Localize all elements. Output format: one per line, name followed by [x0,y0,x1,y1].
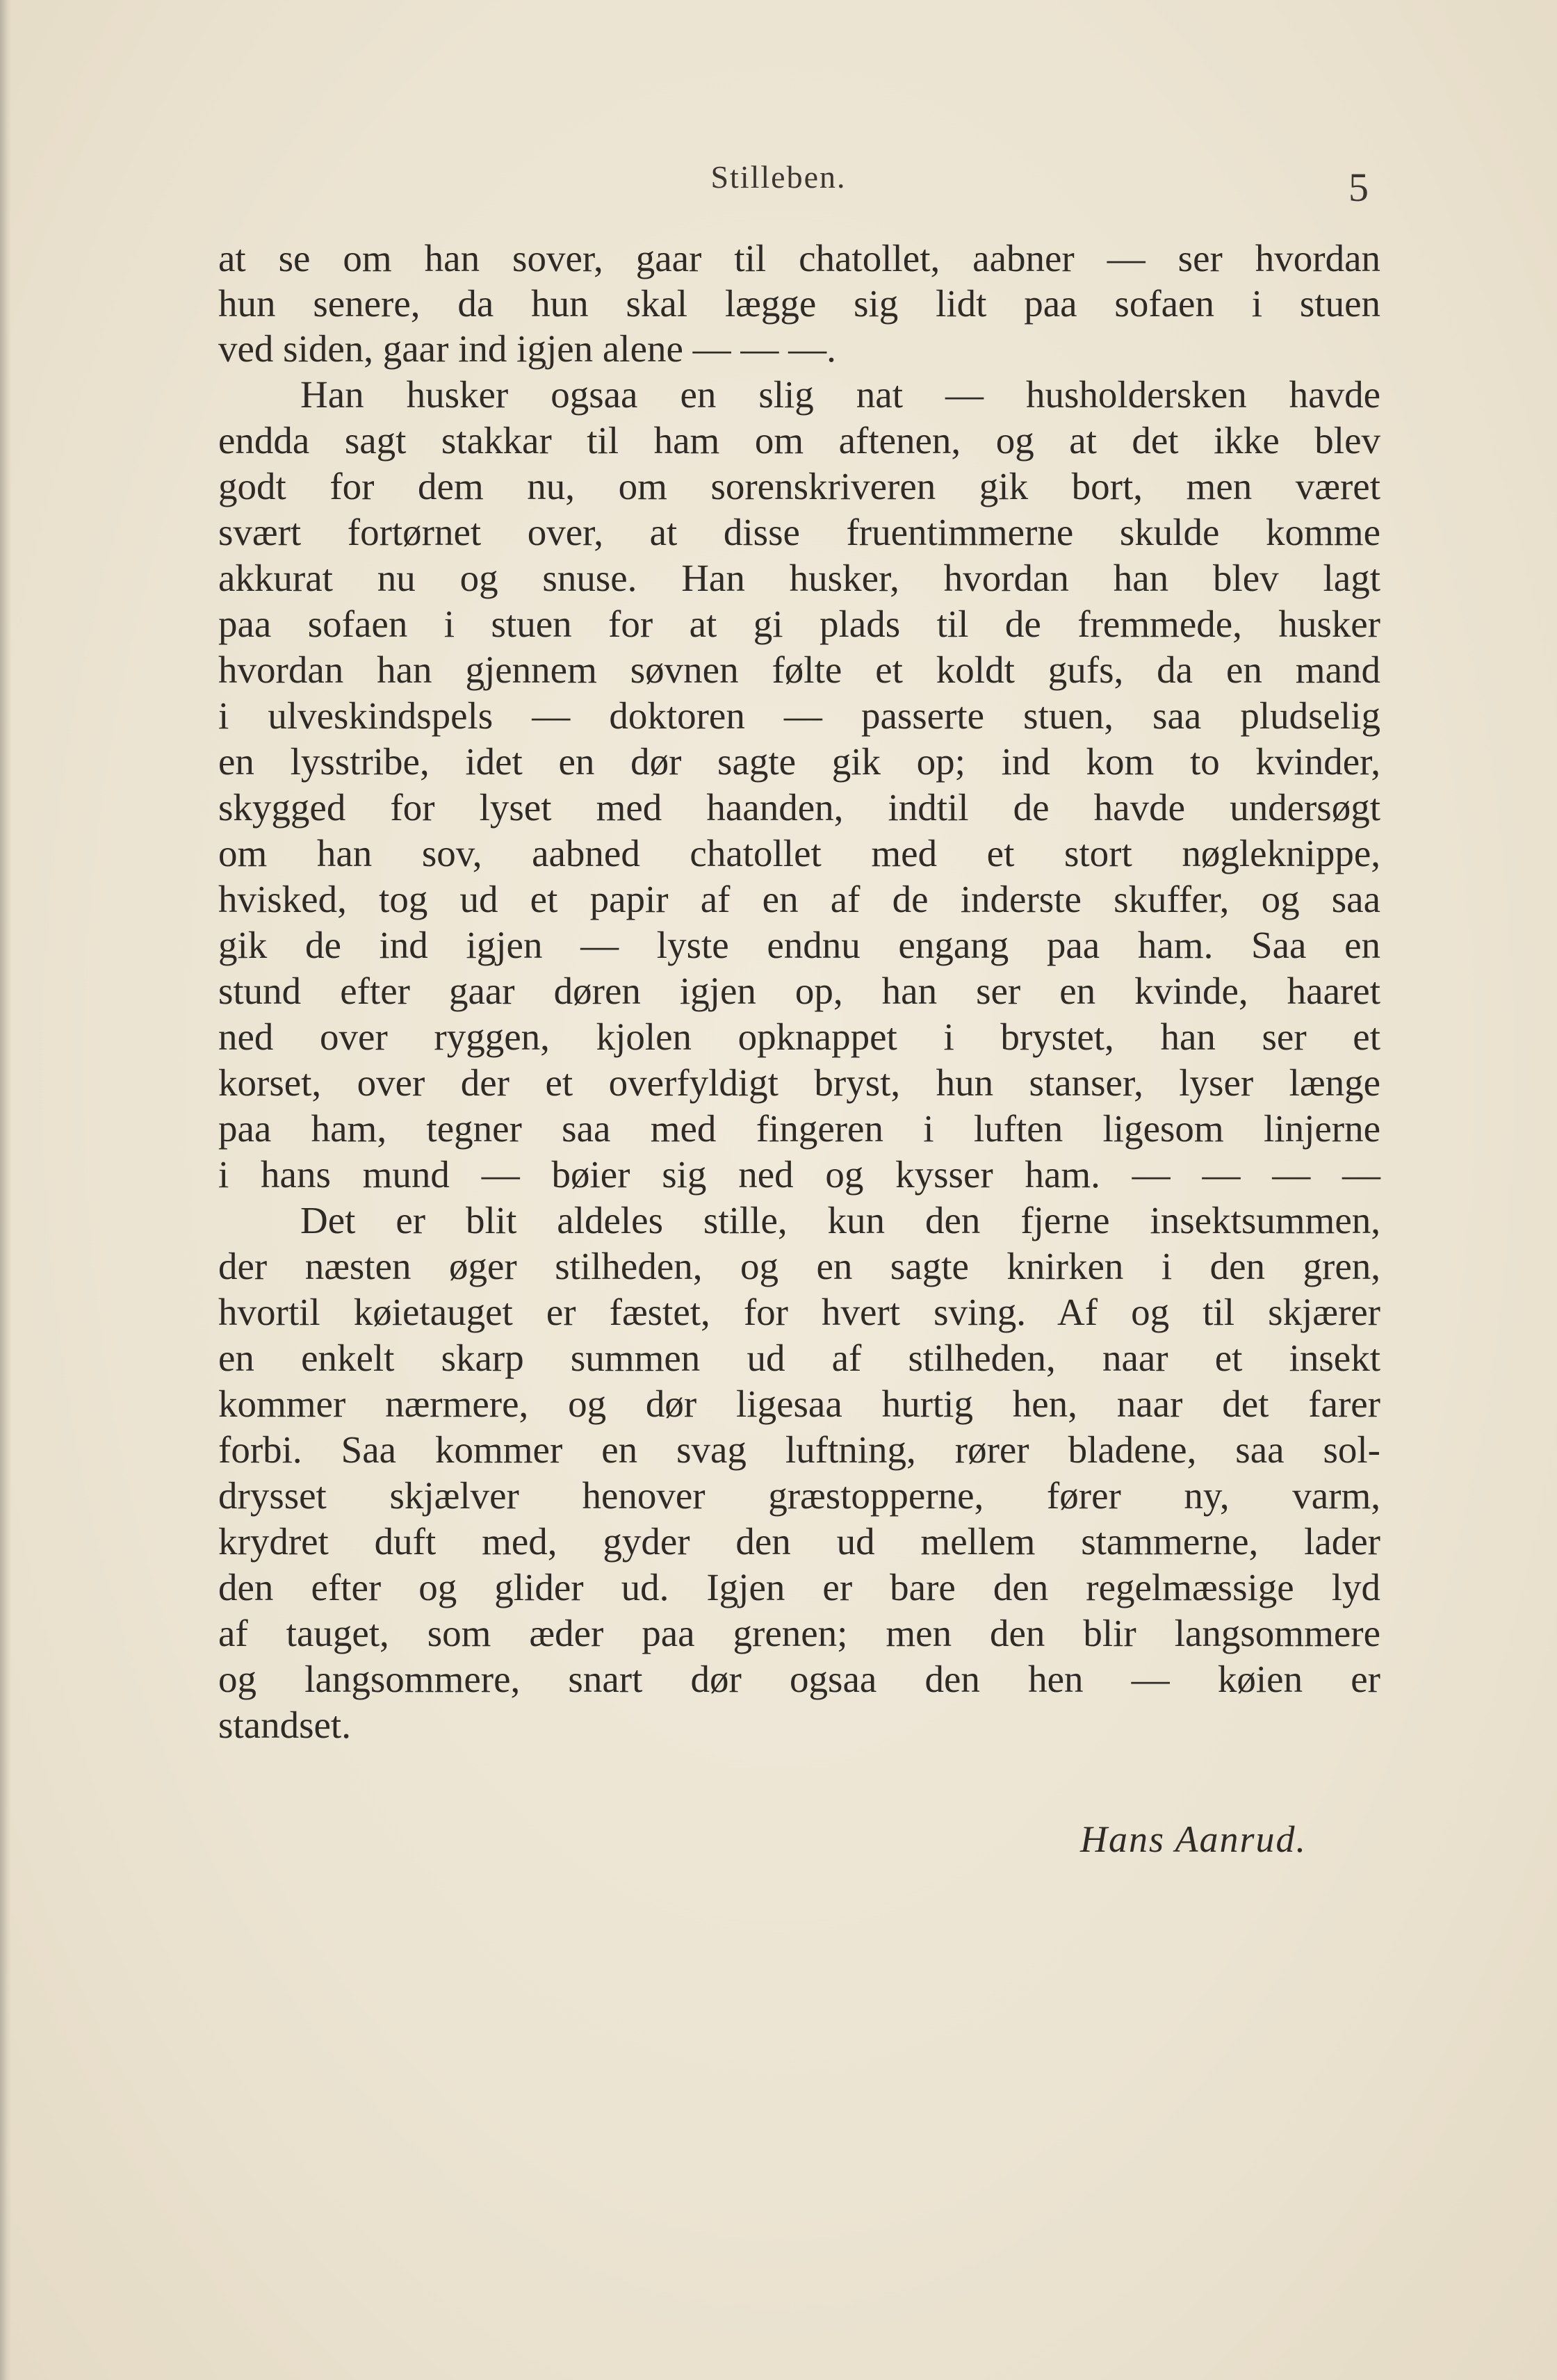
text-line: hvordan han gjennem søvnen følte et koldt gufs, da en mand [218,649,1380,691]
text-line: og langsommere, snart dør ogsaa den hen — køien er [218,1658,1380,1700]
text-line: kommer nærmere, og dør ligesaa hurtig hen, naar det farer [218,1383,1380,1425]
text-line: hvisked, tog ud et papir af en af de inderste skuffer, og saa [218,878,1380,920]
text-line: hvortil køietauget er fæstet, for hvert sving. Af og til skjærer [218,1291,1380,1333]
text-line: Han husker ogsaa en slig nat — husholdersken havde [300,373,1380,416]
text-line: den efter og glider ud. Igjen er bare den regelmæssige lyd [218,1566,1380,1608]
text-line: endda sagt stakkar til ham om aftenen, og at det ikke blev [218,419,1380,462]
text-line: en lysstribe, idet en dør sagte gik op; ind kom to kvinder, [218,740,1380,783]
text-line: paa ham, tegner saa med fingeren i luften ligesom linjerne [218,1107,1380,1150]
text-line: en enkelt skarp summen ud af stilheden, naar et insekt [218,1337,1380,1379]
text-line: drysset skjælver henover græstopperne, fører ny, varm, [218,1474,1380,1517]
text-line: svært fortørnet over, at disse fruentimmerne skulde komme [218,511,1380,553]
text-line: om han sov, aabned chatollet med et stort nøgleknippe, [218,832,1380,874]
text-line: af tauget, som æder paa grenen; men den blir langsommere [218,1612,1380,1654]
text-line: i hans mund — bøier sig ned og kysser ham. — — — — [218,1153,1380,1196]
text-line: standset. [218,1704,351,1746]
running-title: Stilleben. [710,159,847,195]
page-number: 5 [1348,165,1369,210]
text-line: paa sofaen i stuen for at gi plads til de fremmede, husker [218,603,1380,645]
text-line: forbi. Saa kommer en svag luftning, rører bladene, saa sol- [218,1428,1380,1471]
text-line: ved siden, gaar ind igjen alene — — —. [218,327,836,370]
text-line: akkurat nu og snuse. Han husker, hvordan han blev lagt [218,557,1380,599]
text-line: stund efter gaar døren igjen op, han ser en kvinde, haaret [218,970,1380,1012]
author-signature: Hans Aanrud. [1079,1818,1307,1860]
text-line: korset, over der et overfyldigt bryst, hun stanser, lyser længe [218,1061,1380,1104]
text-line: der næsten øger stilheden, og en sagte knirken i den gren, [218,1245,1380,1287]
text-line: krydret duft med, gyder den ud mellem stammerne, lader [218,1520,1380,1563]
text-line: at se om han sover, gaar til chatollet, aabner — ser hvordan [218,237,1380,279]
text-line: godt for dem nu, om sorenskriveren gik bort, men været [218,465,1380,507]
text-line: ned over ryggen, kjolen opknappet i brystet, han ser et [218,1016,1380,1058]
page-binding-edge [0,0,11,2380]
text-line: hun senere, da hun skal lægge sig lidt paa sofaen i stuen [218,282,1380,325]
text-line: skygged for lyset med haanden, indtil de havde undersøgt [218,786,1380,829]
text-line: i ulveskindspels — doktoren — passerte stuen, saa pludselig [218,694,1380,737]
text-line: Det er blit aldeles stille, kun den fjerne insektsummen, [300,1199,1380,1241]
text-line: gik de ind igjen — lyste endnu engang paa ham. Saa en [218,924,1380,966]
